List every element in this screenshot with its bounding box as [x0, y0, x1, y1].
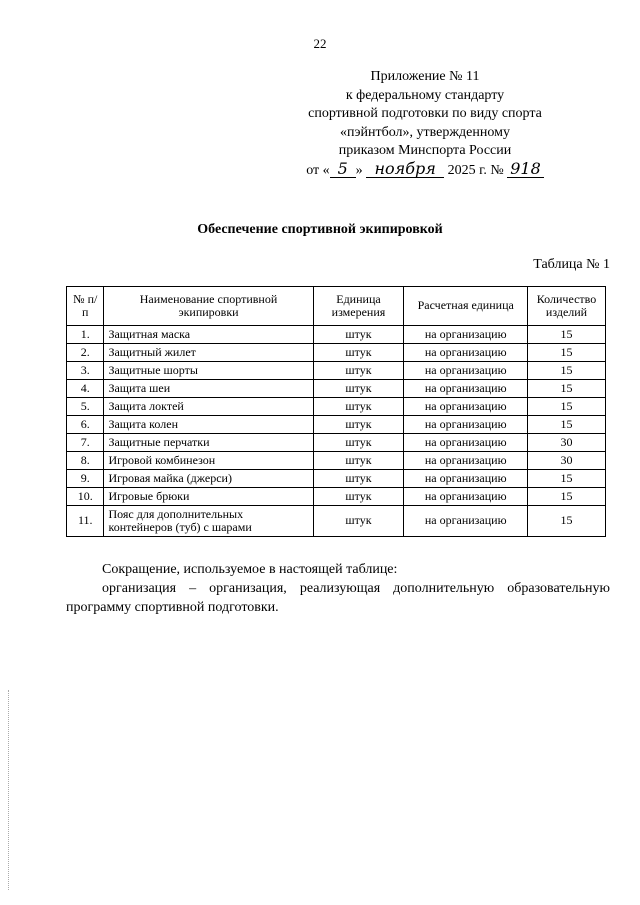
handwritten-month: ноября	[366, 161, 444, 178]
table-label: Таблица № 1	[533, 257, 610, 272]
cell-unit: штук	[313, 362, 404, 380]
appendix-line: «пэйнтбол», утвержденному	[340, 124, 510, 140]
cell-num: 5.	[67, 398, 104, 416]
abbreviations-block	[66, 560, 610, 617]
page-number: 22	[313, 36, 327, 51]
table-row	[67, 326, 606, 344]
document-title: Обеспечение спортивной экипировкой	[197, 222, 443, 237]
appendix-header	[265, 68, 585, 180]
cell-num: 3.	[67, 362, 104, 380]
cell-unit: штук	[313, 344, 404, 362]
cell-unit: штук	[313, 380, 404, 398]
abbreviations-text: организация – организация, реализующая дополнительную образовательную программу спортивной подготовки.	[66, 581, 610, 615]
cell-calc: на организацию	[404, 398, 528, 416]
date-separator: »	[355, 162, 363, 178]
order-date-line	[265, 158, 585, 181]
cell-num: 10.	[67, 488, 104, 506]
cell-calc: на организацию	[404, 326, 528, 344]
header-num: № п/п	[67, 287, 104, 326]
cell-num: 1.	[67, 326, 104, 344]
header-qty: Количество изделий	[528, 287, 606, 326]
handwritten-order-number: 918	[507, 161, 544, 178]
cell-unit: штук	[313, 416, 404, 434]
date-prefix: от «	[306, 162, 330, 178]
cell-name: Защитные перчатки	[104, 434, 313, 452]
appendix-line: Приложение № 11	[370, 69, 480, 84]
cell-calc: на организацию	[404, 344, 528, 362]
cell-qty: 15	[528, 326, 606, 344]
abbreviations-heading: Сокращение, используемое в настоящей таблице:	[102, 562, 398, 577]
cell-name: Защитный жилет	[104, 344, 313, 362]
handwritten-day: 5	[330, 161, 356, 178]
cell-name: Игровая майка (джерси)	[104, 470, 313, 488]
header-unit: Единица измерения	[313, 287, 404, 326]
cell-qty: 15	[528, 506, 606, 537]
cell-calc: на организацию	[404, 362, 528, 380]
cell-num: 7.	[67, 434, 104, 452]
table-row	[67, 362, 606, 380]
cell-calc: на организацию	[404, 380, 528, 398]
cell-num: 2.	[67, 344, 104, 362]
cell-name: Защитные шорты	[104, 362, 313, 380]
cell-unit: штук	[313, 452, 404, 470]
cell-num: 6.	[67, 416, 104, 434]
table-header-row	[67, 287, 606, 326]
appendix-line: приказом Минспорта России	[338, 143, 512, 158]
appendix-line: спортивной подготовки по виду спорта	[308, 106, 542, 121]
cell-calc: на организацию	[404, 506, 528, 537]
cell-name: Пояс для дополнительных контейнеров (туб) с шарами	[104, 506, 313, 537]
cell-qty: 30	[528, 434, 606, 452]
cell-unit: штук	[313, 488, 404, 506]
margin-mark	[8, 690, 11, 890]
cell-unit: штук	[313, 326, 404, 344]
year-text: 2025 г. №	[447, 162, 504, 178]
cell-qty: 15	[528, 344, 606, 362]
cell-calc: на организацию	[404, 488, 528, 506]
table-row	[67, 344, 606, 362]
cell-unit: штук	[313, 434, 404, 452]
cell-unit: штук	[313, 470, 404, 488]
table-body	[67, 326, 606, 537]
table-row	[67, 434, 606, 452]
header-calc: Расчетная единица	[404, 287, 528, 326]
table-row	[67, 452, 606, 470]
cell-name: Игровой комбинезон	[104, 452, 313, 470]
table-row	[67, 416, 606, 434]
equipment-table	[66, 286, 606, 537]
cell-num: 4.	[67, 380, 104, 398]
cell-unit: штук	[313, 398, 404, 416]
cell-name: Защита локтей	[104, 398, 313, 416]
table-row	[67, 470, 606, 488]
cell-num: 9.	[67, 470, 104, 488]
appendix-line: к федеральному стандарту	[345, 87, 505, 103]
cell-num: 8.	[67, 452, 104, 470]
cell-name: Игровые брюки	[104, 488, 313, 506]
table-row	[67, 380, 606, 398]
table-row	[67, 398, 606, 416]
cell-num: 11.	[67, 506, 104, 537]
table-row	[67, 506, 606, 537]
cell-qty: 30	[528, 452, 606, 470]
cell-calc: на организацию	[404, 434, 528, 452]
cell-qty: 15	[528, 470, 606, 488]
cell-qty: 15	[528, 398, 606, 416]
cell-calc: на организацию	[404, 452, 528, 470]
cell-qty: 15	[528, 380, 606, 398]
cell-qty: 15	[528, 416, 606, 434]
cell-qty: 15	[528, 488, 606, 506]
cell-calc: на организацию	[404, 416, 528, 434]
cell-calc: на организацию	[404, 470, 528, 488]
cell-name: Защитная маска	[104, 326, 313, 344]
cell-name: Защита колен	[104, 416, 313, 434]
table-row	[67, 488, 606, 506]
cell-unit: штук	[313, 506, 404, 537]
cell-qty: 15	[528, 362, 606, 380]
header-name: Наименование спортивной экипировки	[104, 287, 313, 326]
cell-name: Защита шеи	[104, 380, 313, 398]
